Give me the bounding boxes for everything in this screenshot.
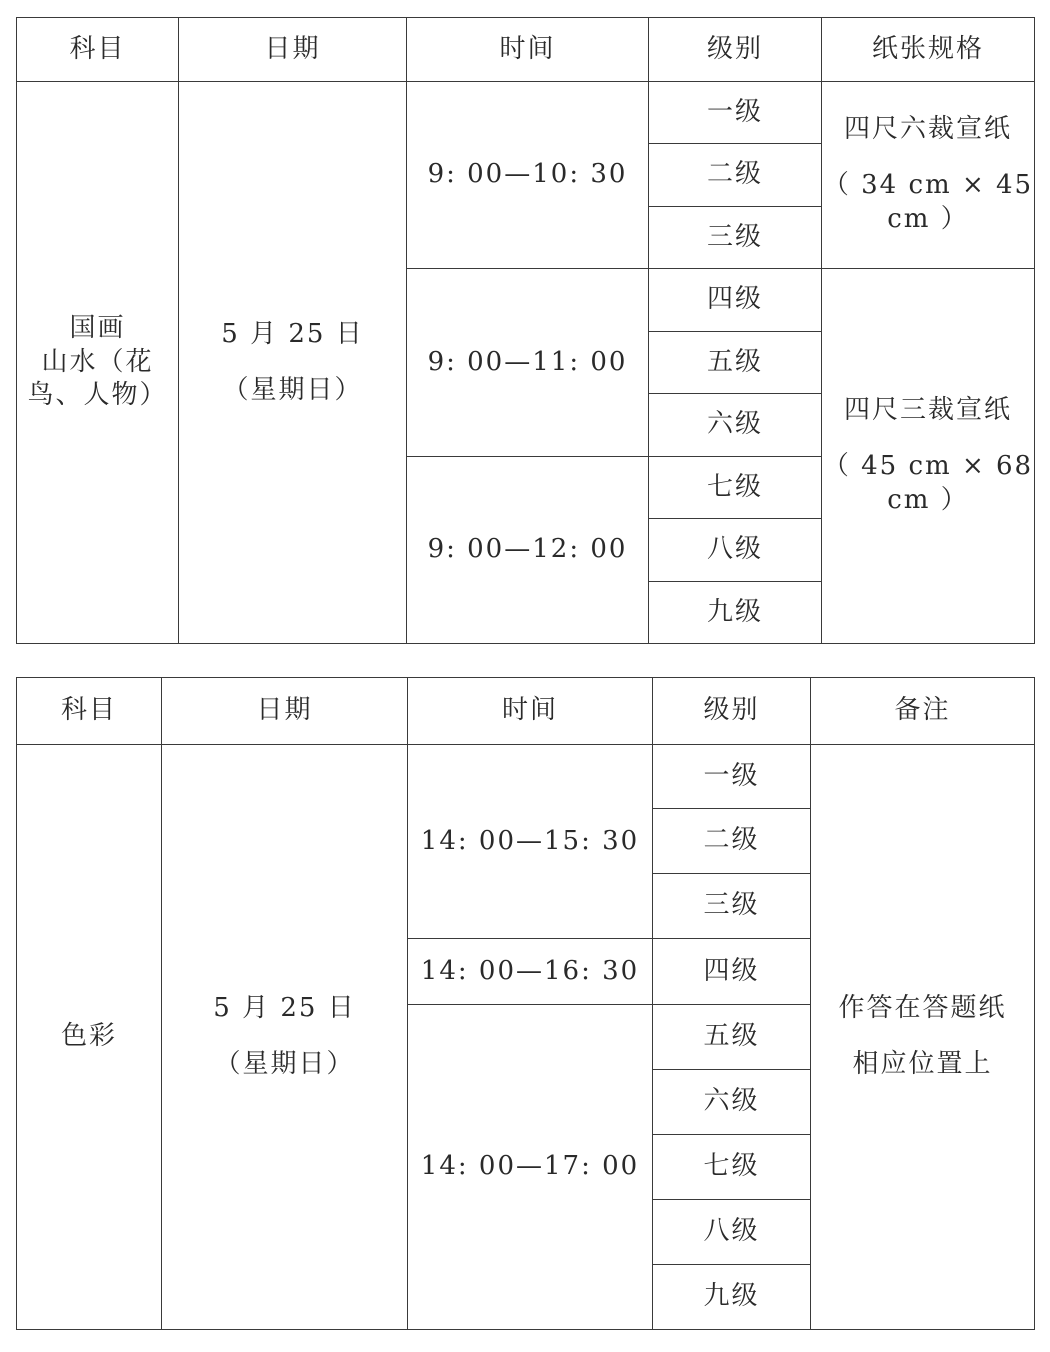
paper-size-1: （ 34 cm × 45 cm ）: [822, 170, 1034, 234]
weekday-line: （星期日）: [214, 1049, 355, 1079]
table-row: [17, 82, 1035, 144]
time-cell-2: 14: 00—16: 30: [408, 939, 653, 1005]
paper-cell-1: [822, 82, 1035, 269]
level-cell: 六级: [649, 394, 822, 457]
level-cell: 六级: [653, 1070, 811, 1135]
header-time: 时间: [407, 18, 649, 82]
header-time: 时间: [408, 678, 653, 745]
level-cell: 一级: [649, 82, 822, 144]
level-cell: 九级: [649, 582, 822, 644]
level-cell: 一级: [653, 745, 811, 809]
paper-name-1: 四尺六裁宣纸: [843, 114, 1012, 145]
subject-cell: [17, 82, 179, 644]
subject-cell: 色彩: [17, 745, 162, 1330]
level-cell: 五级: [649, 332, 822, 394]
level-cell: 七级: [653, 1135, 811, 1200]
time-cell-3: 9: 00—12: 00: [407, 457, 649, 644]
subject-line-1: 国画: [69, 312, 126, 343]
level-cell: 五级: [653, 1005, 811, 1070]
level-cell: 八级: [653, 1200, 811, 1265]
table-row: [17, 745, 1035, 809]
header-row: [17, 678, 1035, 745]
schedule-table-guohua: [16, 17, 1035, 644]
level-cell: 四级: [653, 939, 811, 1005]
note-line-1: 作答在答题纸: [838, 993, 1007, 1024]
schedule-table-color: [16, 677, 1035, 1330]
time-cell-2: 9: 00—11: 00: [407, 269, 649, 457]
level-cell: 七级: [649, 457, 822, 519]
header-level: 级别: [649, 18, 822, 82]
date-line: 5 月 25 日: [221, 318, 364, 349]
level-cell: 三级: [649, 207, 822, 269]
date-cell: [162, 745, 408, 1330]
date-line: 5 月 25 日: [213, 993, 356, 1024]
header-level: 级别: [653, 678, 811, 745]
header-subject: 科目: [17, 18, 179, 82]
header-date: 日期: [179, 18, 407, 82]
header-row: [17, 18, 1035, 82]
level-cell: 九级: [653, 1265, 811, 1330]
paper-name-2: 四尺三裁宣纸: [843, 395, 1012, 426]
note-cell: [811, 745, 1035, 1330]
level-cell: 四级: [649, 269, 822, 332]
header-paper-spec: 纸张规格: [822, 18, 1035, 82]
time-cell-3: 14: 00—17: 00: [408, 1005, 653, 1330]
level-cell: 二级: [649, 144, 822, 207]
header-subject: 科目: [17, 678, 162, 745]
paper-cell-2: [822, 269, 1035, 644]
time-cell-1: 9: 00—10: 30: [407, 82, 649, 269]
level-cell: 八级: [649, 519, 822, 582]
time-cell-1: 14: 00—15: 30: [408, 745, 653, 939]
header-date: 日期: [162, 678, 408, 745]
date-cell: [179, 82, 407, 644]
weekday-line: （星期日）: [222, 374, 363, 405]
subject-line-2: 山水（花: [41, 346, 154, 377]
header-note: 备注: [811, 678, 1035, 745]
level-cell: 二级: [653, 809, 811, 874]
note-line-2: 相应位置上: [852, 1049, 993, 1079]
level-cell: 三级: [653, 874, 811, 939]
subject-line-3: 鸟、人物）: [27, 380, 168, 411]
paper-size-2: （ 45 cm × 68 cm ）: [822, 451, 1034, 515]
